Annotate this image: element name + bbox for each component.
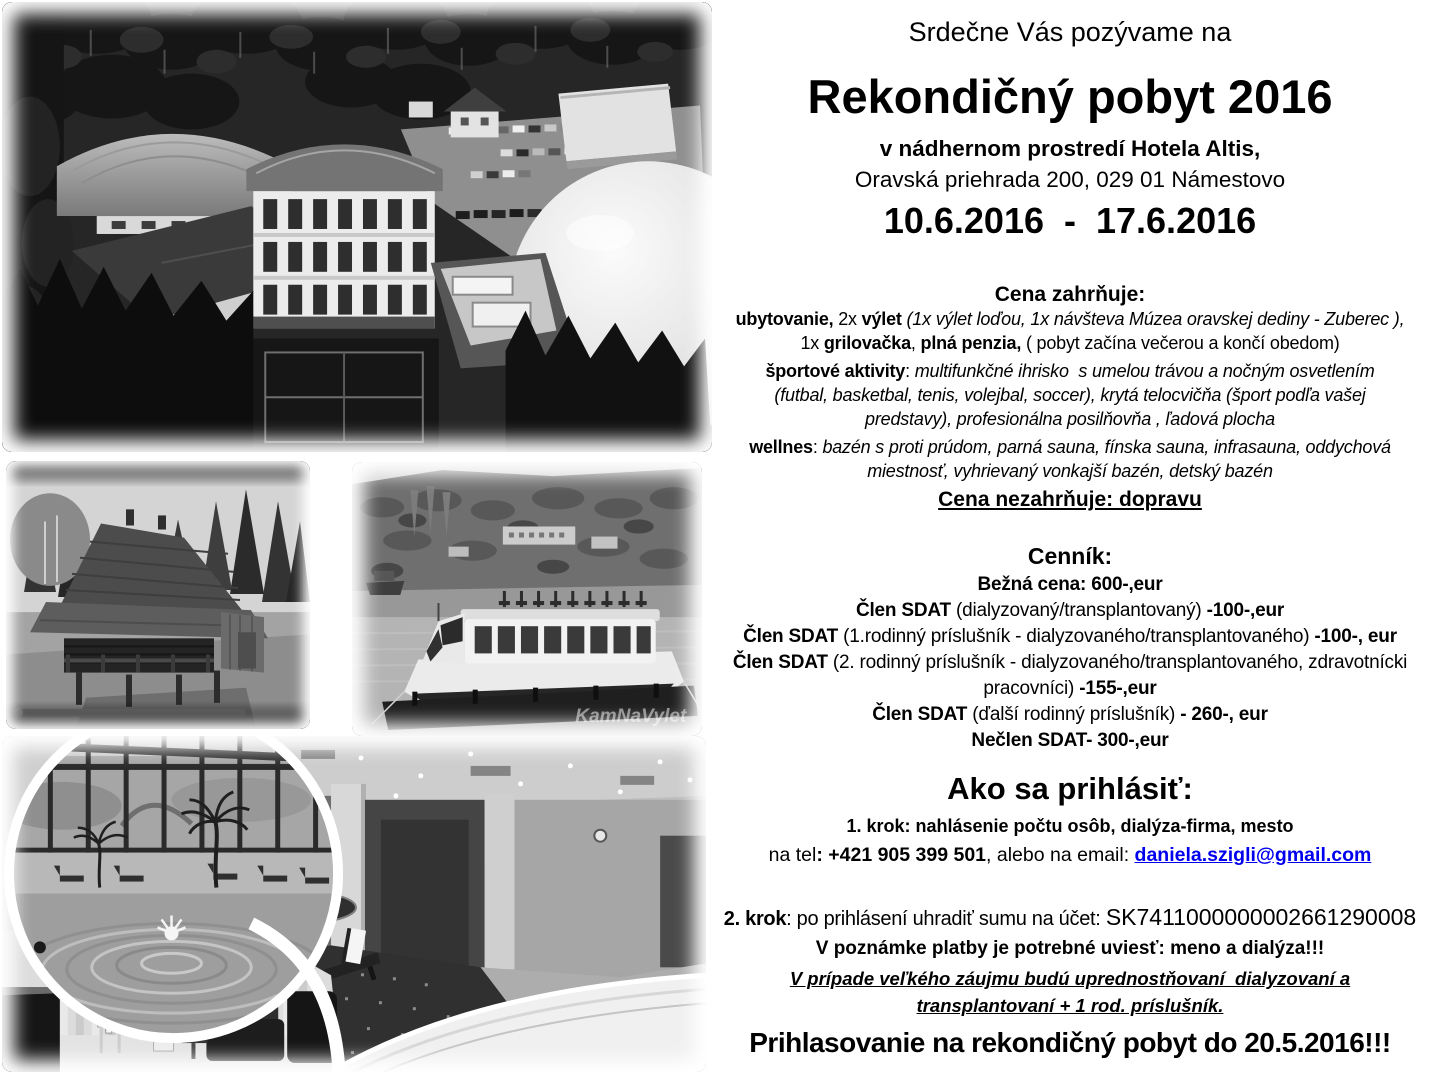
pricing-line: Člen SDAT (ďalší rodinný príslušník) - 260-, eur — [872, 704, 1268, 725]
registration-deadline: Prihlasovanie na rekondičný pobyt do 20.5.2016!!! — [749, 1027, 1391, 1058]
photo-wooden-cottage — [6, 461, 310, 729]
sport-activities-line: (futbal, basketbal, tenis, volejbal, soccer), krytá telocvičňa (šport podľa vašej — [774, 385, 1366, 405]
tennis-court — [249, 339, 438, 452]
signup-contact-line: na tel: +421 905 399 501, alebo na email: daniela.szigli@gmail.com — [768, 844, 1372, 866]
price-includes-heading: Cena zahrňuje: — [994, 283, 1146, 306]
pricing-line: Bežná cena: 600-,eur — [977, 574, 1163, 595]
email-link[interactable]: daniela.szigli@gmail.com — [1134, 844, 1372, 866]
pricing-heading: Cenník: — [1027, 543, 1113, 569]
photo-hotel-aerial-view — [2, 2, 712, 452]
event-title: Rekondičný pobyt 2016 — [807, 70, 1333, 123]
price-includes-line: ubytovanie, 2x výlet (1x výlet loďou, 1x návšteva Múzea oravskej dediny - Zuberec ), — [735, 309, 1405, 329]
photo-wellness-collage — [2, 736, 706, 1072]
payment-note: V poznámke platby je potrebné uviesť: meno a dialýza!!! — [815, 938, 1325, 959]
flyer-text-column — [708, 0, 1432, 1061]
priority-note-line: V prípade veľkého záujmu budú uprednostňovaní dialyzovaní a — [789, 968, 1351, 989]
address-line: Oravská priehrada 200, 029 01 Námestovo — [854, 167, 1286, 192]
date-range: 10.6.2016 - 17.6.2016 — [883, 200, 1257, 241]
white-hall — [558, 84, 677, 170]
price-includes-line: 1x grilovačka, plná penzia, ( pobyt začína večerou a končí obedom) — [800, 333, 1340, 353]
shed — [221, 612, 264, 672]
venue-line: v nádhernom prostredí Hotela Altis, — [879, 136, 1261, 161]
invite-line: Srdečne Vás pozývame na — [908, 17, 1232, 47]
pricing-line: Člen SDAT (dialyzovaný/transplantovaný) -100-,eur — [855, 600, 1285, 621]
photo-lake-boat — [352, 462, 702, 736]
sport-activities-line: predstavy), profesionálna posilňovňa , ľadová plocha — [865, 409, 1275, 429]
signup-step1: 1. krok: nahlásenie počtu osôb, dialýza-firma, mesto — [846, 816, 1294, 836]
photo-watermark: KamNaVylet — [575, 705, 687, 727]
priority-note-line: transplantovaní + 1 rod. príslušník. — [916, 995, 1224, 1016]
signup-heading: Ako sa prihlásiť: — [947, 771, 1193, 806]
pricing-line: pracovníci) -155-,eur — [983, 678, 1157, 699]
hotel-building — [246, 144, 442, 328]
wellness-line: wellnes: bazén s proti prúdom, parná sauna, fínska sauna, infrasauna, oddychová — [749, 437, 1391, 457]
signup-step2: 2. krok: po prihlásení uhradiť sumu na účet: SK7411000000002661290008 — [723, 904, 1417, 930]
pricing-line: Nečlen SDAT- 300-,eur — [971, 730, 1169, 751]
pricing-line: Člen SDAT (1.rodinný príslušník - dialyzovaného/transplantovaného) -100-, eur — [743, 626, 1397, 647]
sport-activities-line: športové aktivity: multifunkčné ihrisko s umelou trávou a nočným osvetlením — [765, 361, 1375, 381]
wellness-line: miestnosť, vyhrievaný vonkajší bazén, detský bazén — [867, 461, 1273, 481]
pricing-line: Člen SDAT (2. rodinný príslušník - dialyzovaného/transplantovaného, zdravotnícki — [732, 652, 1408, 673]
price-excludes-line: Cena nezahrňuje: dopravu — [938, 488, 1202, 511]
